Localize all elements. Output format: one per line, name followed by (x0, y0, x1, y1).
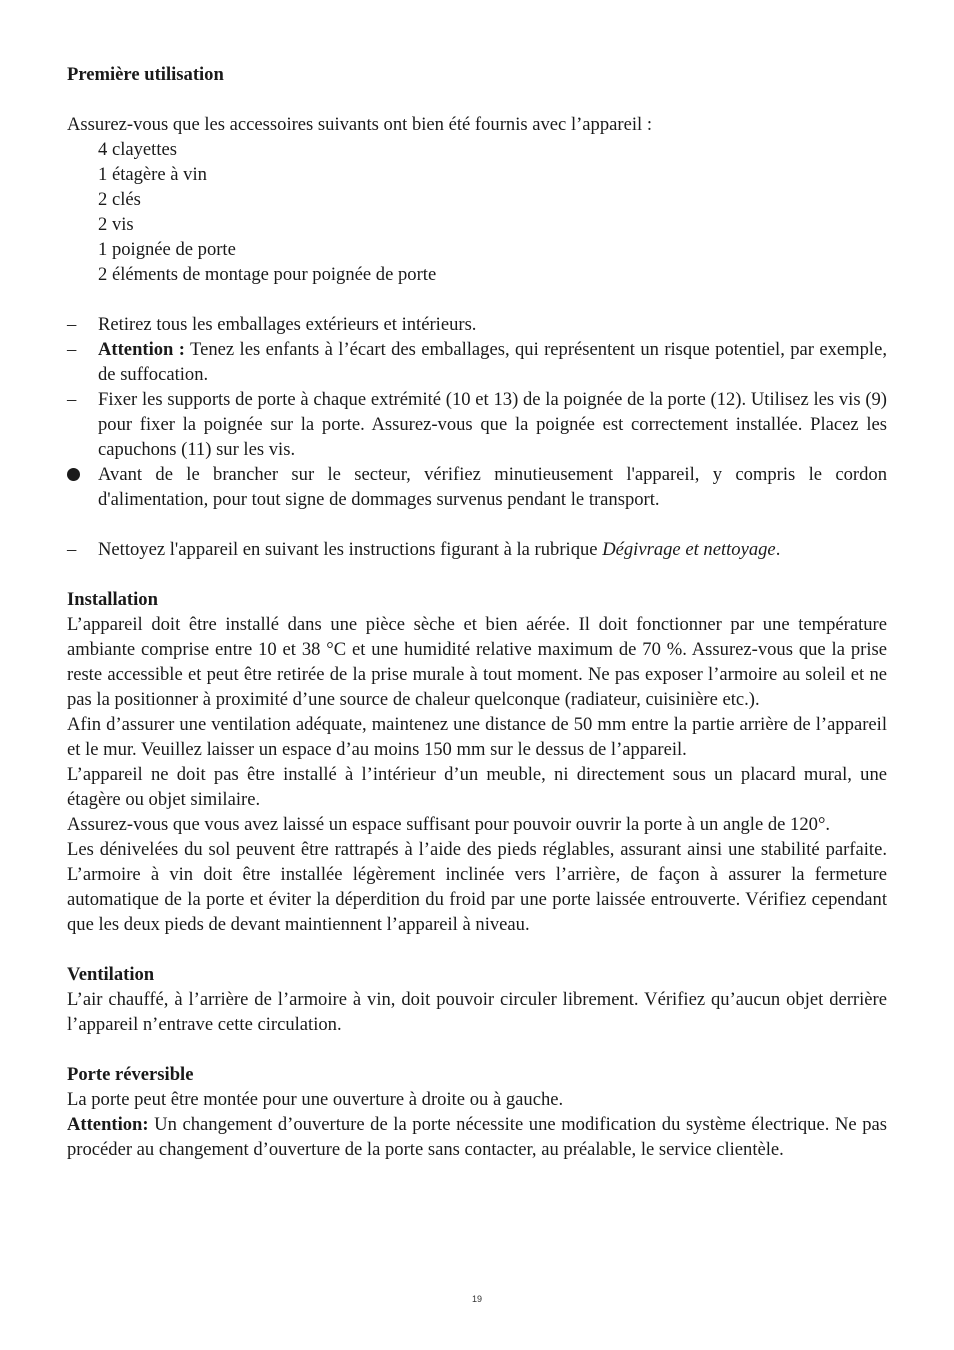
dash-marker: – (67, 539, 77, 560)
step-text: Fixer les supports de porte à chaque extrémité (10 et 13) de la poignée de la porte (12). Utilisez les vis (9) pour fixer la poignée sur la porte. Assurez-vous que la poignée est correctement installée. Placez les capuchons (11) sur les vis. (98, 389, 887, 460)
accessory-item: 1 étagère à vin (98, 164, 207, 185)
spacer (67, 287, 887, 312)
spacer (67, 937, 887, 962)
section-title-installation: Installation (67, 589, 158, 610)
paragraph: Afin d’assurer une ventilation adéquate, maintenez une distance de 50 mm entre la partie arrière de l’appareil et le mur. Veuillez laisser un espace d’au moins 150 mm sur le dessus de l’appareil. (67, 714, 887, 760)
step-text-part: Nettoyez l'appareil en suivant les instructions figurant à la rubrique (98, 539, 603, 560)
paragraph: Assurez-vous que vous avez laissé un espace suffisant pour pouvoir ouvrir la porte à un angle de 120°. (67, 814, 831, 835)
attention-label: Attention : (98, 339, 185, 360)
attention-label: Attention: (67, 1114, 149, 1135)
dash-marker: – (67, 339, 77, 360)
step-text (98, 337, 887, 387)
section-reference: Dégivrage et nettoyage (602, 539, 776, 560)
list-item (67, 387, 887, 462)
list-item (67, 312, 887, 337)
paragraph: La porte peut être montée pour une ouverture à droite ou à gauche. (67, 1089, 564, 1110)
list-item (67, 537, 887, 562)
attention-text: Un changement d’ouverture de la porte nécessite une modification du système électrique. Ne pas procéder au changement d’ouverture de la porte sans contacter, au préalable, le service clientèle. (67, 1114, 887, 1160)
step-text: Retirez tous les emballages extérieurs et intérieurs. (98, 314, 477, 335)
spacer (67, 562, 887, 587)
section-title-first-use: Première utilisation (67, 64, 224, 85)
document-page (67, 62, 887, 1162)
paragraph (67, 1112, 887, 1162)
spacer (67, 512, 887, 537)
list-item (67, 462, 887, 512)
attention-text: Tenez les enfants à l’écart des emballages, qui représentent un risque potentiel, par exemple, de suffocation. (98, 339, 887, 385)
step-text-end: . (775, 539, 781, 560)
paragraph: L’air chauffé, à l’arrière de l’armoire à vin, doit pouvoir circuler librement. Vérifiez qu’aucun objet derrière l’appareil n’entrave cette circulation. (67, 989, 887, 1035)
page-number: 19 (471, 1294, 482, 1304)
dash-marker: – (67, 389, 77, 410)
accessory-item: 2 vis (98, 214, 134, 235)
paragraph: Les dénivelées du sol peuvent être rattrapés à l’aide des pieds réglables, assurant ainsi une stabilité parfaite. L’armoire à vin doit être installée légèrement inclinée vers l’arrière, de façon à assurer la fermeture automatique de la porte et éviter la déperdition du froid par une porte laissée entrouverte. Vérifiez cependant que les deux pieds de devant maintiennent l’appareil à niveau. (67, 839, 887, 935)
accessories-intro: Assurez-vous que les accessoires suivants ont bien été fournis avec l’appareil : (67, 114, 652, 135)
accessory-item: 1 poignée de porte (98, 239, 236, 260)
paragraph: L’appareil ne doit pas être installé à l’intérieur d’un meuble, ni directement sous un placard mural, une étagère ou objet similaire. (67, 764, 887, 810)
paragraph: L’appareil doit être installé dans une pièce sèche et bien aérée. Il doit fonctionner par une température ambiante comprise entre 10 et 38 °C et une humidité relative maximum de 70 %. Assurez-vous que la prise reste accessible et peut être retirée de la prise murale à tout moment. Ne pas exposer l’armoire au soleil et ne pas la positionner à proximité d’une source de chaleur quelconque (radiateur, cuisinière etc.). (67, 614, 887, 710)
step-text (98, 537, 887, 562)
section-title-ventilation: Ventilation (67, 964, 155, 985)
bullet-icon (67, 462, 98, 512)
accessory-item: 4 clayettes (98, 139, 177, 160)
list-item (67, 337, 887, 387)
accessory-item: 2 clés (98, 189, 141, 210)
accessory-item: 2 éléments de montage pour poignée de porte (98, 264, 437, 285)
dash-marker: – (67, 314, 77, 335)
spacer (67, 87, 887, 112)
step-text: Avant de le brancher sur le secteur, vérifiez minutieusement l'appareil, y compris le cordon d'alimentation, pour tout signe de dommages survenus pendant le transport. (98, 464, 887, 510)
section-title-door: Porte réversible (67, 1064, 194, 1085)
spacer (67, 1037, 887, 1062)
